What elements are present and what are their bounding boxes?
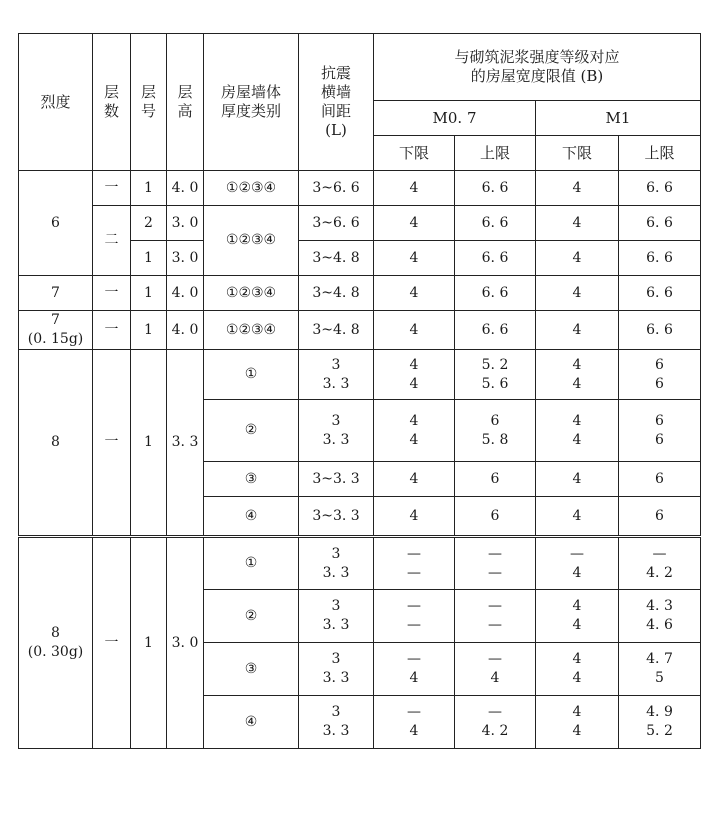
header-wall-type: 房屋墙体 厚度类别 xyxy=(204,34,299,171)
table-cell: 一 xyxy=(93,276,131,311)
table-cell: 7 (0. 15g) xyxy=(19,311,93,350)
table-cell: 3 3. 3 xyxy=(299,537,374,590)
table-cell: 1 xyxy=(131,241,167,276)
table-cell: 6. 6 xyxy=(619,171,701,206)
header-m07-lower: 下限 xyxy=(374,136,455,171)
table-cell: ① xyxy=(204,537,299,590)
header-storey-height: 层 高 xyxy=(167,34,204,171)
table-cell: 3 3. 3 xyxy=(299,400,374,462)
table-cell: 8 (0. 30g) xyxy=(19,537,93,749)
table-cell: 7 xyxy=(19,276,93,311)
table-cell: 一 xyxy=(93,537,131,749)
table-cell: 4 xyxy=(374,311,455,350)
table-cell: ①②③④ xyxy=(204,311,299,350)
table-cell: 3~3. 3 xyxy=(299,497,374,537)
table-cell: 3~4. 8 xyxy=(299,241,374,276)
table-cell: 3. 0 xyxy=(167,206,204,241)
table-cell: — 4. 2 xyxy=(455,696,536,749)
table-cell: 4 xyxy=(536,497,619,537)
table-cell: ①②③④ xyxy=(204,171,299,206)
table-cell: ④ xyxy=(204,497,299,537)
table-row xyxy=(19,311,701,350)
table-cell: 3~6. 6 xyxy=(299,171,374,206)
table-cell: 6. 6 xyxy=(619,311,701,350)
table-cell: 4. 0 xyxy=(167,171,204,206)
table-cell: 3~4. 8 xyxy=(299,276,374,311)
table-cell: 3. 3 xyxy=(167,350,204,537)
header-m07: M0. 7 xyxy=(374,101,536,136)
table-row xyxy=(19,350,701,400)
table-cell: 4 xyxy=(536,276,619,311)
table-row xyxy=(19,537,701,590)
table-cell: 一 xyxy=(93,171,131,206)
table-cell: 3. 0 xyxy=(167,241,204,276)
table-cell: ② xyxy=(204,400,299,462)
table-cell: 4 xyxy=(536,462,619,497)
table-cell: ①②③④ xyxy=(204,206,299,276)
table-cell: 1 xyxy=(131,171,167,206)
header-spacing: 抗震 横墙 间距 (L) xyxy=(299,34,374,171)
table-cell: 8 xyxy=(19,350,93,537)
table-cell: 4 xyxy=(374,497,455,537)
table-cell: 一 xyxy=(93,350,131,537)
table-cell: 4 xyxy=(374,206,455,241)
header-m07-upper: 上限 xyxy=(455,136,536,171)
table-cell: 1 xyxy=(131,276,167,311)
table-cell: 3 3. 3 xyxy=(299,696,374,749)
table-cell: — — xyxy=(374,537,455,590)
table-cell: — 4 xyxy=(374,643,455,696)
table-cell: 4. 3 4. 6 xyxy=(619,590,701,643)
table-cell: 4 4 xyxy=(536,643,619,696)
table-cell: 4 4 xyxy=(374,350,455,400)
table-cell: 5. 2 5. 6 xyxy=(455,350,536,400)
table-cell: 6 6 xyxy=(619,400,701,462)
table-cell: 1 xyxy=(131,350,167,537)
table-cell: — — xyxy=(455,537,536,590)
header-m1-upper: 上限 xyxy=(619,136,701,171)
table-cell: 6 xyxy=(455,462,536,497)
table-row xyxy=(19,206,701,241)
table-cell: ③ xyxy=(204,643,299,696)
table-cell: 6 5. 8 xyxy=(455,400,536,462)
seismic-width-limit-table xyxy=(18,33,701,749)
table-cell: 4. 7 5 xyxy=(619,643,701,696)
table-cell: 4 4 xyxy=(536,696,619,749)
table-cell: 6 xyxy=(619,497,701,537)
table-cell: 4 xyxy=(536,241,619,276)
table-cell: 4 4 xyxy=(536,400,619,462)
table-cell: 6. 6 xyxy=(619,206,701,241)
table-cell: 一 xyxy=(93,311,131,350)
table-cell: 4 4 xyxy=(536,590,619,643)
header-storey-no: 层 号 xyxy=(131,34,167,171)
table-cell: 4 4 xyxy=(536,350,619,400)
header-width-limit: 与砌筑泥浆强度等级对应 的房屋宽度限值 (B) xyxy=(374,34,701,101)
header-m1: M1 xyxy=(536,101,701,136)
table-cell: 1 xyxy=(131,311,167,350)
header-m1-lower: 下限 xyxy=(536,136,619,171)
table-cell: 3~3. 3 xyxy=(299,462,374,497)
table-cell: 3 3. 3 xyxy=(299,590,374,643)
table-cell: ③ xyxy=(204,462,299,497)
table-cell: — — xyxy=(374,590,455,643)
table-cell: 6. 6 xyxy=(455,241,536,276)
table-cell: 1 xyxy=(131,537,167,749)
table-cell: 4 xyxy=(536,311,619,350)
table-cell: 4 xyxy=(374,276,455,311)
table-row xyxy=(19,276,701,311)
table-cell: 3~6. 6 xyxy=(299,206,374,241)
table-cell: 4. 0 xyxy=(167,311,204,350)
table-cell: 6. 6 xyxy=(455,171,536,206)
header-intensity: 烈度 xyxy=(19,34,93,171)
table-row xyxy=(19,171,701,206)
table-cell: ① xyxy=(204,350,299,400)
table-cell: 6 xyxy=(619,462,701,497)
table-cell: 2 xyxy=(131,206,167,241)
table-cell: 6 xyxy=(455,497,536,537)
table-cell: 6. 6 xyxy=(619,276,701,311)
table-cell: 4 xyxy=(536,171,619,206)
header-storeys: 层 数 xyxy=(93,34,131,171)
table-cell: 4 xyxy=(374,241,455,276)
table-cell: 6. 6 xyxy=(619,241,701,276)
table-cell: 4 xyxy=(374,462,455,497)
table-cell: 4 xyxy=(374,171,455,206)
table-cell: — 4 xyxy=(536,537,619,590)
table-cell: 3 3. 3 xyxy=(299,643,374,696)
table-cell: ④ xyxy=(204,696,299,749)
table-cell: 6. 6 xyxy=(455,276,536,311)
table-cell: — 4. 2 xyxy=(619,537,701,590)
table-cell: 6 6 xyxy=(619,350,701,400)
table-cell: 4. 0 xyxy=(167,276,204,311)
table-cell: — 4 xyxy=(374,696,455,749)
table-cell: — — xyxy=(455,590,536,643)
table-cell: 4. 9 5. 2 xyxy=(619,696,701,749)
table-cell: 6 xyxy=(19,171,93,276)
table-cell: 6. 6 xyxy=(455,311,536,350)
table-cell: ② xyxy=(204,590,299,643)
table-cell: 3~4. 8 xyxy=(299,311,374,350)
table-cell: 二 xyxy=(93,206,131,276)
table-cell: 4 xyxy=(536,206,619,241)
table-cell: 3 3. 3 xyxy=(299,350,374,400)
table-cell: 4 4 xyxy=(374,400,455,462)
table-cell: ①②③④ xyxy=(204,276,299,311)
table-cell: — 4 xyxy=(455,643,536,696)
table-cell: 6. 6 xyxy=(455,206,536,241)
table-cell: 3. 0 xyxy=(167,537,204,749)
